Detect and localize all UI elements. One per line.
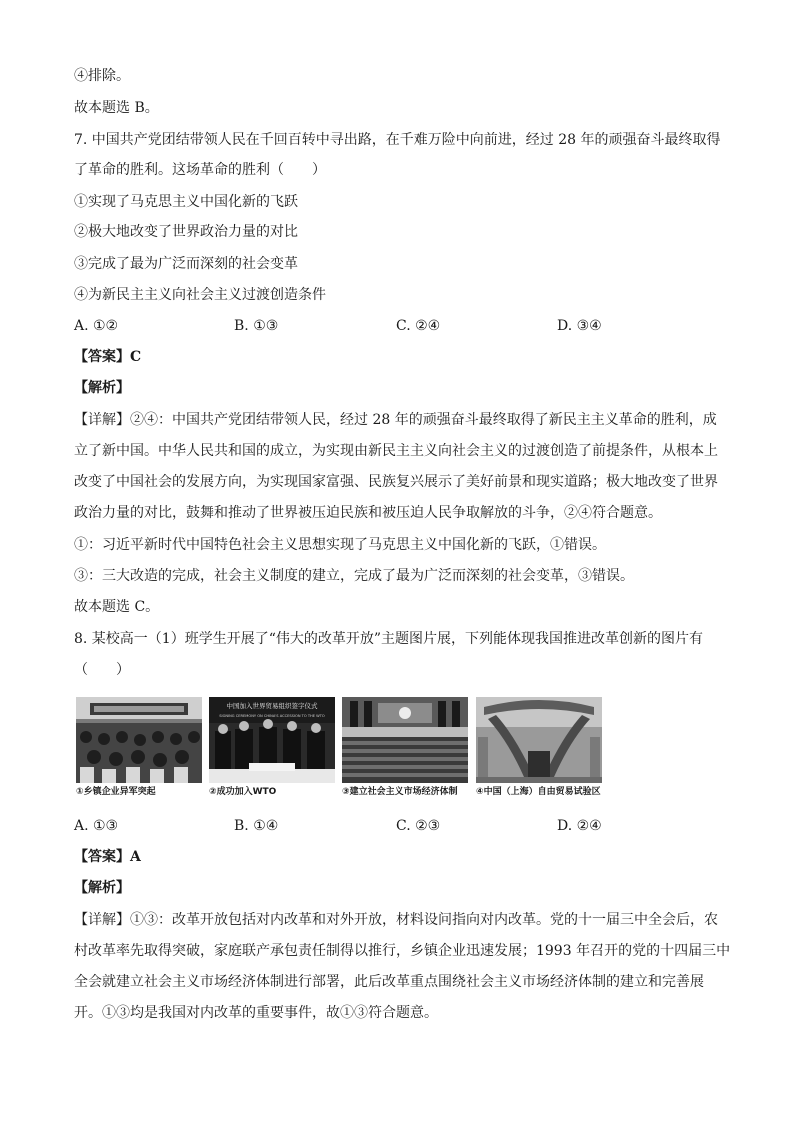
question-8-stem: （ ） bbox=[74, 662, 130, 678]
question-7-statement: ①实现了马克思主义中国化新的飞跃 bbox=[74, 194, 298, 210]
photo-4 bbox=[476, 697, 602, 799]
question-7-statement: ②极大地改变了世界政治力量的对比 bbox=[74, 224, 298, 240]
option-d: D. ③④ bbox=[557, 318, 602, 334]
question-7-stem: 7. 中国共产党团结带领人民在千回百转中寻出路，在千难万险中向前进，经过 28 年的顽强奋斗最终取得 bbox=[74, 132, 721, 148]
analysis-text: ①：习近平新时代中国特色社会主义思想实现了马克思主义中国化新的飞跃，①错误。 bbox=[74, 537, 606, 553]
analysis-text: 开。①③均是我国对内改革的重要事件，故①③符合题意。 bbox=[74, 1005, 438, 1021]
answer-label: 【答案】A bbox=[74, 849, 141, 865]
banner-subtext: SIGNING CEREMONY ON CHINA'S ACCESSION TO THE WTO bbox=[219, 714, 325, 718]
option-c: C. ②③ bbox=[396, 818, 441, 834]
question-8-stem: 8. 某校高一（1）班学生开展了“伟大的改革开放”主题图片展，下列能体现我国推进改革创新的图片有 bbox=[74, 631, 704, 647]
question-7-statement: ③完成了最为广泛而深刻的社会变革 bbox=[74, 256, 298, 272]
text-line: 故本题选 B。 bbox=[74, 100, 159, 116]
option-b: B. ①④ bbox=[234, 818, 279, 834]
photo-caption: ④中国（上海）自由贸易试验区 bbox=[476, 787, 601, 797]
analysis-text: 村改革率先取得突破，家庭联产承包责任制得以推行，乡镇企业迅速发展；1993 年召开的党的十四届三中 bbox=[74, 943, 731, 959]
question-7-stem: 了革命的胜利。这场革命的胜利（ ） bbox=[74, 162, 326, 178]
analysis-text: 【详解】②④：中国共产党团结带领人民，经过 28 年的顽强奋斗最终取得了新民主主义革命的胜利，成 bbox=[74, 412, 717, 428]
analysis-text: 改变了中国社会的发展方向，为实现国家富强、民族复兴展示了美好前景和现实道路；极大地改变了世界 bbox=[74, 474, 718, 490]
option-a: A. ①② bbox=[74, 318, 119, 334]
photo-wto-signing bbox=[209, 697, 335, 783]
option-c: C. ②④ bbox=[396, 318, 441, 334]
photo-free-trade-zone bbox=[476, 697, 602, 783]
banner-text: 中国加入世界贸易组织签字仪式 bbox=[226, 702, 318, 710]
answer-label: 【答案】C bbox=[74, 349, 142, 365]
option-a: A. ①③ bbox=[74, 818, 119, 834]
photo-3 bbox=[342, 697, 468, 799]
analysis-text: 立了新中国。中华人民共和国的成立，为实现由新民主主义向社会主义的过渡创造了前提条件，从根本上 bbox=[74, 443, 718, 459]
photo-1 bbox=[76, 697, 202, 799]
photo-caption: ②成功加入WTO bbox=[209, 787, 277, 797]
question-7-statement: ④为新民主主义向社会主义过渡创造条件 bbox=[74, 287, 326, 303]
photo-caption: ③建立社会主义市场经济体制 bbox=[342, 787, 458, 797]
photo-township-enterprises bbox=[76, 697, 202, 783]
analysis-text: 【详解】①③：改革开放包括对内改革和对外开放，材料设问指向对内改革。党的十一届三中全会后，农 bbox=[74, 912, 718, 928]
photo-2 bbox=[209, 697, 335, 799]
photo-row bbox=[74, 697, 634, 801]
analysis-text: ③：三大改造的完成，社会主义制度的建立，完成了最为广泛而深刻的社会变革，③错误。 bbox=[74, 568, 634, 584]
option-b: B. ①③ bbox=[234, 318, 279, 334]
photo-caption: ①乡镇企业异军突起 bbox=[76, 787, 156, 797]
option-d: D. ②④ bbox=[557, 818, 602, 834]
text-line: ④排除。 bbox=[74, 68, 130, 84]
text-line: 故本题选 C。 bbox=[74, 599, 160, 615]
photo-congress-hall bbox=[342, 697, 468, 783]
analysis-text: 政治力量的对比，鼓舞和推动了世界被压迫民族和被压迫人民争取解放的斗争，②④符合题意。 bbox=[74, 505, 662, 521]
analysis-text: 全会就建立社会主义市场经济体制进行部署，此后改革重点围绕社会主义市场经济体制的建立和完善展 bbox=[74, 974, 704, 990]
analysis-label: 【解析】 bbox=[74, 880, 130, 896]
analysis-label: 【解析】 bbox=[74, 380, 130, 396]
